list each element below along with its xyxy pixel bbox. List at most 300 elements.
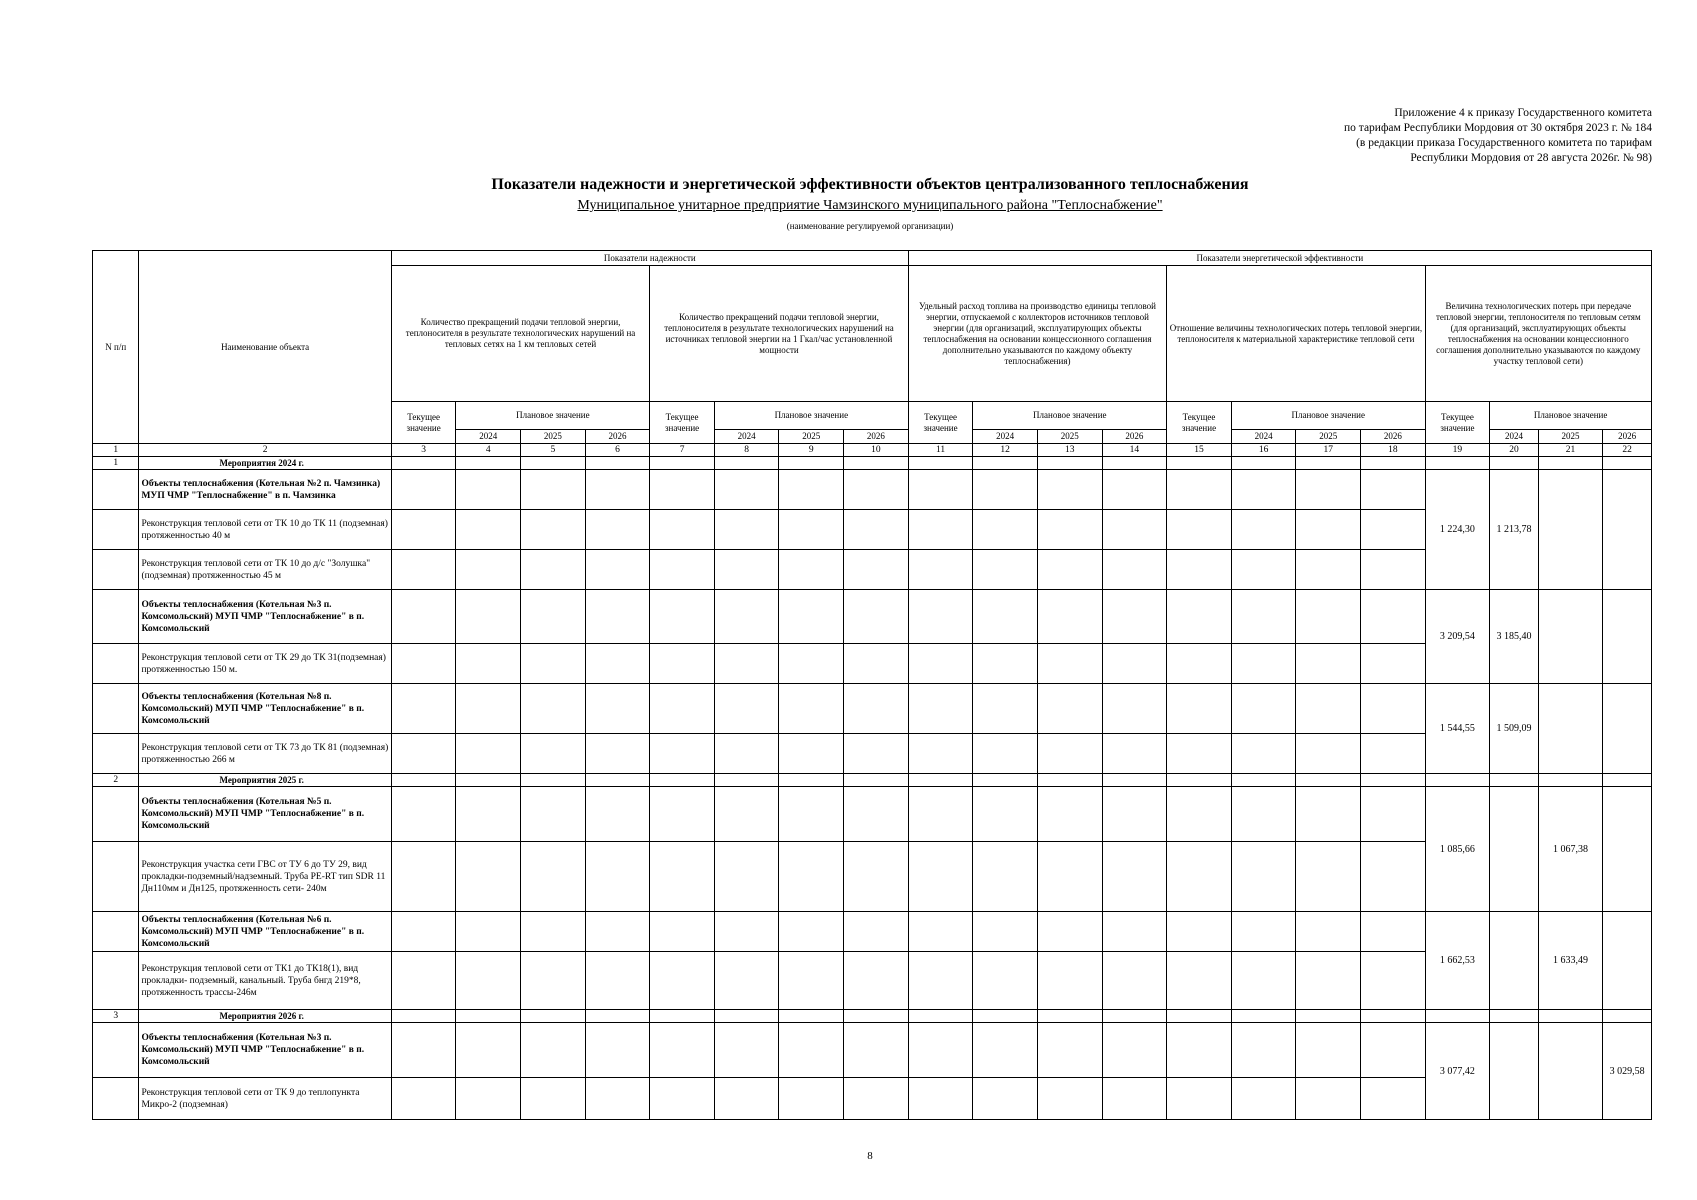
empty-cell (973, 774, 1038, 787)
losses-current: 3 209,54 (1425, 590, 1490, 684)
column-number: 1 (93, 444, 139, 457)
object-row (93, 1023, 1652, 1078)
empty-cell (1361, 457, 1426, 470)
empty-cell (456, 734, 521, 774)
empty-cell (1490, 457, 1538, 470)
empty-cell (650, 1010, 715, 1023)
section-title: Мероприятия 2026 г. (139, 1010, 391, 1023)
empty-cell (521, 510, 586, 550)
section-title: Мероприятия 2024 г. (139, 457, 391, 470)
empty-cell (1231, 774, 1296, 787)
row-number (93, 734, 139, 774)
object-row (93, 842, 1652, 912)
empty-cell (456, 510, 521, 550)
row-number (93, 787, 139, 842)
empty-cell (1102, 842, 1167, 912)
empty-cell (714, 684, 779, 734)
indicators-table (92, 250, 1652, 1120)
empty-cell (391, 684, 456, 734)
empty-cell (391, 644, 456, 684)
object-group-name: Объекты теплоснабжения (Котельная №3 п. Комсомольский) МУП ЧМР "Теплоснабжение" в п. Комсомольский (139, 590, 391, 644)
header-year: 2026 (1102, 430, 1167, 444)
empty-cell (1296, 787, 1361, 842)
empty-cell (391, 470, 456, 510)
empty-cell (650, 842, 715, 912)
empty-cell (1296, 952, 1361, 1010)
header-year: 2024 (1490, 430, 1538, 444)
approval-line: Приложение 4 к приказу Государственного комитета (1394, 107, 1652, 119)
approval-note (1344, 106, 1652, 166)
empty-cell (779, 644, 844, 684)
empty-cell (1603, 774, 1652, 787)
empty-cell (779, 1023, 844, 1078)
empty-cell (391, 952, 456, 1010)
empty-cell (1603, 457, 1652, 470)
row-number (93, 1078, 139, 1120)
empty-cell (585, 550, 650, 590)
empty-cell (714, 1023, 779, 1078)
losses-planned: 1 633,49 (1538, 912, 1603, 1010)
header-year: 2024 (1231, 430, 1296, 444)
empty-cell (1167, 510, 1232, 550)
object-group-name: Объекты теплоснабжения (Котельная №3 п. Комсомольский) МУП ЧМР "Теплоснабжение" в п. Комсомольский (139, 1023, 391, 1078)
empty-cell (1296, 644, 1361, 684)
row-number (93, 550, 139, 590)
empty-cell (1296, 510, 1361, 550)
empty-cell (844, 787, 909, 842)
object-group-name: Объекты теплоснабжения (Котельная №8 п. Комсомольский) МУП ЧМР "Теплоснабжение" в п. Комсомольский (139, 684, 391, 734)
empty-cell (779, 457, 844, 470)
empty-cell (844, 684, 909, 734)
empty-cell (908, 1078, 973, 1120)
empty-cell (1102, 510, 1167, 550)
losses-planned (1603, 684, 1652, 774)
row-number (93, 510, 139, 550)
object-row (93, 510, 1652, 550)
empty-cell (1296, 1078, 1361, 1120)
empty-cell (521, 952, 586, 1010)
header-indicator-4: Отношение величины технологических потерь тепловой энергии, теплоносителя к материальной характеристике тепловой сети (1167, 266, 1425, 402)
empty-cell (456, 470, 521, 510)
object-row (93, 734, 1652, 774)
header-year: 2025 (1037, 430, 1102, 444)
column-number: 6 (585, 444, 650, 457)
object-name: Реконструкция тепловой сети от ТК 29 до ТК 31(подземная) протяженностью 150 м. (139, 644, 391, 684)
empty-cell (1167, 952, 1232, 1010)
empty-cell (1231, 1078, 1296, 1120)
object-name: Реконструкция тепловой сети от ТК1 до ТК18(1), вид прокладки- подземный, канальный. Труба бнгд 219*8, протяженность трассы-246м (139, 952, 391, 1010)
column-number: 20 (1490, 444, 1538, 457)
empty-cell (908, 510, 973, 550)
empty-cell (650, 470, 715, 510)
empty-cell (714, 510, 779, 550)
header-planned: Плановое значение (973, 402, 1167, 430)
empty-cell (585, 1078, 650, 1120)
empty-cell (1231, 550, 1296, 590)
empty-cell (391, 774, 456, 787)
empty-cell (391, 1023, 456, 1078)
empty-cell (521, 470, 586, 510)
empty-cell (973, 470, 1038, 510)
empty-cell (456, 457, 521, 470)
empty-cell (1102, 590, 1167, 644)
empty-cell (1167, 774, 1232, 787)
header-name: Наименование объекта (139, 251, 391, 444)
object-row (93, 1078, 1652, 1120)
empty-cell (456, 1010, 521, 1023)
empty-cell (585, 842, 650, 912)
empty-cell (521, 912, 586, 952)
empty-cell (1102, 912, 1167, 952)
empty-cell (844, 774, 909, 787)
empty-cell (1361, 952, 1426, 1010)
column-number: 18 (1361, 444, 1426, 457)
empty-cell (1102, 684, 1167, 734)
empty-cell (456, 1078, 521, 1120)
empty-cell (1296, 734, 1361, 774)
empty-cell (521, 1078, 586, 1120)
empty-cell (1603, 1010, 1652, 1023)
empty-cell (779, 1078, 844, 1120)
empty-cell (908, 457, 973, 470)
empty-cell (456, 550, 521, 590)
empty-cell (1231, 842, 1296, 912)
empty-cell (1037, 457, 1102, 470)
empty-cell (1361, 510, 1426, 550)
empty-cell (779, 842, 844, 912)
empty-cell (1167, 1023, 1232, 1078)
empty-cell (585, 787, 650, 842)
empty-cell (908, 952, 973, 1010)
empty-cell (714, 734, 779, 774)
empty-cell (714, 774, 779, 787)
losses-current: 1 224,30 (1425, 470, 1490, 590)
empty-cell (1231, 1023, 1296, 1078)
header-current: Текущее значение (908, 402, 973, 444)
empty-cell (391, 550, 456, 590)
section-title: Мероприятия 2025 г. (139, 774, 391, 787)
empty-cell (973, 1078, 1038, 1120)
empty-cell (1102, 734, 1167, 774)
empty-cell (521, 787, 586, 842)
empty-cell (521, 550, 586, 590)
empty-cell (1361, 1010, 1426, 1023)
empty-cell (1231, 787, 1296, 842)
header-year: 2026 (585, 430, 650, 444)
empty-cell (456, 842, 521, 912)
empty-cell (1037, 550, 1102, 590)
empty-cell (779, 1010, 844, 1023)
empty-cell (391, 457, 456, 470)
empty-cell (1102, 1023, 1167, 1078)
empty-cell (1361, 774, 1426, 787)
object-name: Реконструкция тепловой сети от ТК 73 до ТК 81 (подземная) протяженностью 266 м (139, 734, 391, 774)
empty-cell (1361, 912, 1426, 952)
header-indicator-2: Количество прекращений подачи тепловой энергии, теплоносителя в результате технологических нарушений на источниках тепловой энергии на 1 Гкал/час установленной мощности (650, 266, 908, 402)
empty-cell (391, 912, 456, 952)
column-number: 5 (521, 444, 586, 457)
empty-cell (908, 590, 973, 644)
header-indicator-3: Удельный расход топлива на производство единицы тепловой энергии, отпускаемой с коллекторов источников тепловой энергии (для организаций, эксплуатирующих объекты теплоснабжения на основании концессионного соглашения дополнительно указываются по каждому объекту теплоснабжения) (908, 266, 1166, 402)
object-name: Реконструкция тепловой сети от ТК 9 до теплопункта Микро-2 (подземная) (139, 1078, 391, 1120)
column-number: 11 (908, 444, 973, 457)
empty-cell (779, 470, 844, 510)
empty-cell (1231, 510, 1296, 550)
empty-cell (1102, 1078, 1167, 1120)
header-current: Текущее значение (650, 402, 715, 444)
losses-planned (1538, 470, 1603, 590)
object-row (93, 644, 1652, 684)
losses-planned (1603, 912, 1652, 1010)
object-name: Реконструкция тепловой сети от ТК 10 до ТК 11 (подземная) протяженностью 40 м (139, 510, 391, 550)
empty-cell (779, 684, 844, 734)
object-name: Реконструкция участка сети ГВС от ТУ 6 до ТУ 29, вид прокладки-подземный/надземный. Труба PE-RT тип SDR 11 Дн110мм и Дн125, протяженность сети- 240м (139, 842, 391, 912)
empty-cell (391, 1078, 456, 1120)
empty-cell (521, 1010, 586, 1023)
empty-cell (1231, 1010, 1296, 1023)
empty-cell (779, 550, 844, 590)
empty-cell (585, 774, 650, 787)
object-row (93, 550, 1652, 590)
empty-cell (521, 644, 586, 684)
empty-cell (456, 912, 521, 952)
empty-cell (1538, 774, 1603, 787)
column-number: 21 (1538, 444, 1603, 457)
empty-cell (1361, 842, 1426, 912)
empty-cell (973, 842, 1038, 912)
empty-cell (650, 1078, 715, 1120)
empty-cell (650, 952, 715, 1010)
empty-cell (1167, 644, 1232, 684)
column-number: 4 (456, 444, 521, 457)
row-number (93, 912, 139, 952)
empty-cell (1361, 550, 1426, 590)
empty-cell (1361, 470, 1426, 510)
empty-cell (1490, 1010, 1538, 1023)
empty-cell (1296, 684, 1361, 734)
empty-cell (1296, 550, 1361, 590)
empty-cell (908, 1023, 973, 1078)
empty-cell (714, 644, 779, 684)
empty-cell (908, 734, 973, 774)
losses-planned: 1 067,38 (1538, 787, 1603, 912)
empty-cell (1102, 774, 1167, 787)
empty-cell (908, 787, 973, 842)
section-row (93, 457, 1652, 470)
empty-cell (1231, 952, 1296, 1010)
empty-cell (1037, 1078, 1102, 1120)
empty-cell (1231, 684, 1296, 734)
empty-cell (714, 457, 779, 470)
empty-cell (844, 510, 909, 550)
losses-planned: 1 213,78 (1490, 470, 1538, 590)
empty-cell (585, 734, 650, 774)
header-year: 2025 (1296, 430, 1361, 444)
empty-cell (1037, 470, 1102, 510)
empty-cell (650, 684, 715, 734)
header-year: 2025 (779, 430, 844, 444)
empty-cell (844, 734, 909, 774)
empty-cell (973, 684, 1038, 734)
empty-cell (1167, 787, 1232, 842)
empty-cell (973, 952, 1038, 1010)
empty-cell (1296, 1023, 1361, 1078)
empty-cell (456, 1023, 521, 1078)
empty-cell (973, 457, 1038, 470)
empty-cell (1538, 457, 1603, 470)
empty-cell (650, 734, 715, 774)
object-row (93, 470, 1652, 510)
row-number (93, 644, 139, 684)
header-num: N п/п (93, 251, 139, 444)
object-row (93, 952, 1652, 1010)
empty-cell (1231, 912, 1296, 952)
row-number (93, 952, 139, 1010)
empty-cell (779, 787, 844, 842)
empty-cell (1231, 644, 1296, 684)
losses-planned (1603, 470, 1652, 590)
column-number: 3 (391, 444, 456, 457)
organization-name: Муниципальное унитарное предприятие Чамзинского муниципального района "Теплоснабжение" (577, 198, 1163, 213)
empty-cell (1425, 1010, 1490, 1023)
object-group-name: Объекты теплоснабжения (Котельная №2 п. Чамзинка) МУП ЧМР "Теплоснабжение" в п. Чамзинка (139, 470, 391, 510)
empty-cell (1231, 590, 1296, 644)
approval-line: Республики Мордовия от 28 августа 2026г. № 98) (1410, 152, 1652, 164)
empty-cell (844, 590, 909, 644)
empty-cell (1037, 842, 1102, 912)
column-number: 2 (139, 444, 391, 457)
empty-cell (973, 644, 1038, 684)
empty-cell (1361, 734, 1426, 774)
object-row (93, 912, 1652, 952)
empty-cell (1167, 912, 1232, 952)
empty-cell (1037, 912, 1102, 952)
empty-cell (391, 734, 456, 774)
empty-cell (1296, 1010, 1361, 1023)
header-year: 2026 (844, 430, 909, 444)
header-planned: Плановое значение (714, 402, 908, 430)
section-row (93, 1010, 1652, 1023)
row-number (93, 470, 139, 510)
empty-cell (844, 470, 909, 510)
losses-planned (1490, 912, 1538, 1010)
header-current: Текущее значение (391, 402, 456, 444)
row-number (93, 842, 139, 912)
empty-cell (521, 734, 586, 774)
empty-cell (1361, 787, 1426, 842)
empty-cell (908, 684, 973, 734)
section-row (93, 774, 1652, 787)
empty-cell (714, 550, 779, 590)
empty-cell (1425, 774, 1490, 787)
header-planned: Плановое значение (1231, 402, 1425, 430)
header-current: Текущее значение (1167, 402, 1232, 444)
empty-cell (650, 590, 715, 644)
losses-current: 3 077,42 (1425, 1023, 1490, 1120)
losses-planned (1538, 1023, 1603, 1120)
empty-cell (1361, 590, 1426, 644)
empty-cell (1296, 590, 1361, 644)
empty-cell (456, 644, 521, 684)
empty-cell (908, 1010, 973, 1023)
empty-cell (1037, 774, 1102, 787)
losses-planned: 3 185,40 (1490, 590, 1538, 684)
empty-cell (650, 644, 715, 684)
empty-cell (391, 1010, 456, 1023)
empty-cell (714, 912, 779, 952)
empty-cell (1037, 590, 1102, 644)
section-number: 1 (93, 457, 139, 470)
empty-cell (1037, 1023, 1102, 1078)
empty-cell (1296, 457, 1361, 470)
empty-cell (391, 842, 456, 912)
empty-cell (456, 774, 521, 787)
empty-cell (779, 734, 844, 774)
empty-cell (650, 774, 715, 787)
empty-cell (908, 774, 973, 787)
header-current: Текущее значение (1425, 402, 1490, 444)
empty-cell (908, 550, 973, 590)
empty-cell (844, 1010, 909, 1023)
empty-cell (1167, 470, 1232, 510)
empty-cell (521, 774, 586, 787)
header-planned: Плановое значение (456, 402, 650, 430)
empty-cell (844, 952, 909, 1010)
header-year: 2026 (1603, 430, 1652, 444)
empty-cell (908, 470, 973, 510)
empty-cell (973, 912, 1038, 952)
empty-cell (391, 590, 456, 644)
empty-cell (1361, 1078, 1426, 1120)
empty-cell (521, 590, 586, 644)
empty-cell (585, 590, 650, 644)
document-title: Показатели надежности и энергетической эффективности объектов централизованного теплоснабжения (491, 176, 1249, 193)
object-group-name: Объекты теплоснабжения (Котельная №5 п. Комсомольский) МУП ЧМР "Теплоснабжение" в п. Комсомольский (139, 787, 391, 842)
empty-cell (1296, 842, 1361, 912)
empty-cell (1102, 952, 1167, 1010)
empty-cell (973, 734, 1038, 774)
row-number (93, 590, 139, 644)
losses-planned (1490, 1023, 1538, 1120)
empty-cell (973, 1010, 1038, 1023)
empty-cell (973, 510, 1038, 550)
losses-planned (1538, 590, 1603, 684)
row-number (93, 1023, 139, 1078)
empty-cell (908, 644, 973, 684)
empty-cell (714, 1010, 779, 1023)
empty-cell (650, 550, 715, 590)
header-year: 2024 (973, 430, 1038, 444)
empty-cell (714, 842, 779, 912)
empty-cell (1037, 644, 1102, 684)
empty-cell (779, 590, 844, 644)
section-number: 2 (93, 774, 139, 787)
column-number: 7 (650, 444, 715, 457)
empty-cell (844, 1023, 909, 1078)
empty-cell (1361, 1023, 1426, 1078)
empty-cell (650, 1023, 715, 1078)
empty-cell (1231, 457, 1296, 470)
empty-cell (650, 912, 715, 952)
empty-cell (714, 952, 779, 1010)
empty-cell (585, 1010, 650, 1023)
losses-planned (1490, 787, 1538, 912)
page-number: 8 (867, 1150, 873, 1162)
empty-cell (1296, 470, 1361, 510)
object-row (93, 787, 1652, 842)
empty-cell (1102, 457, 1167, 470)
column-number: 8 (714, 444, 779, 457)
